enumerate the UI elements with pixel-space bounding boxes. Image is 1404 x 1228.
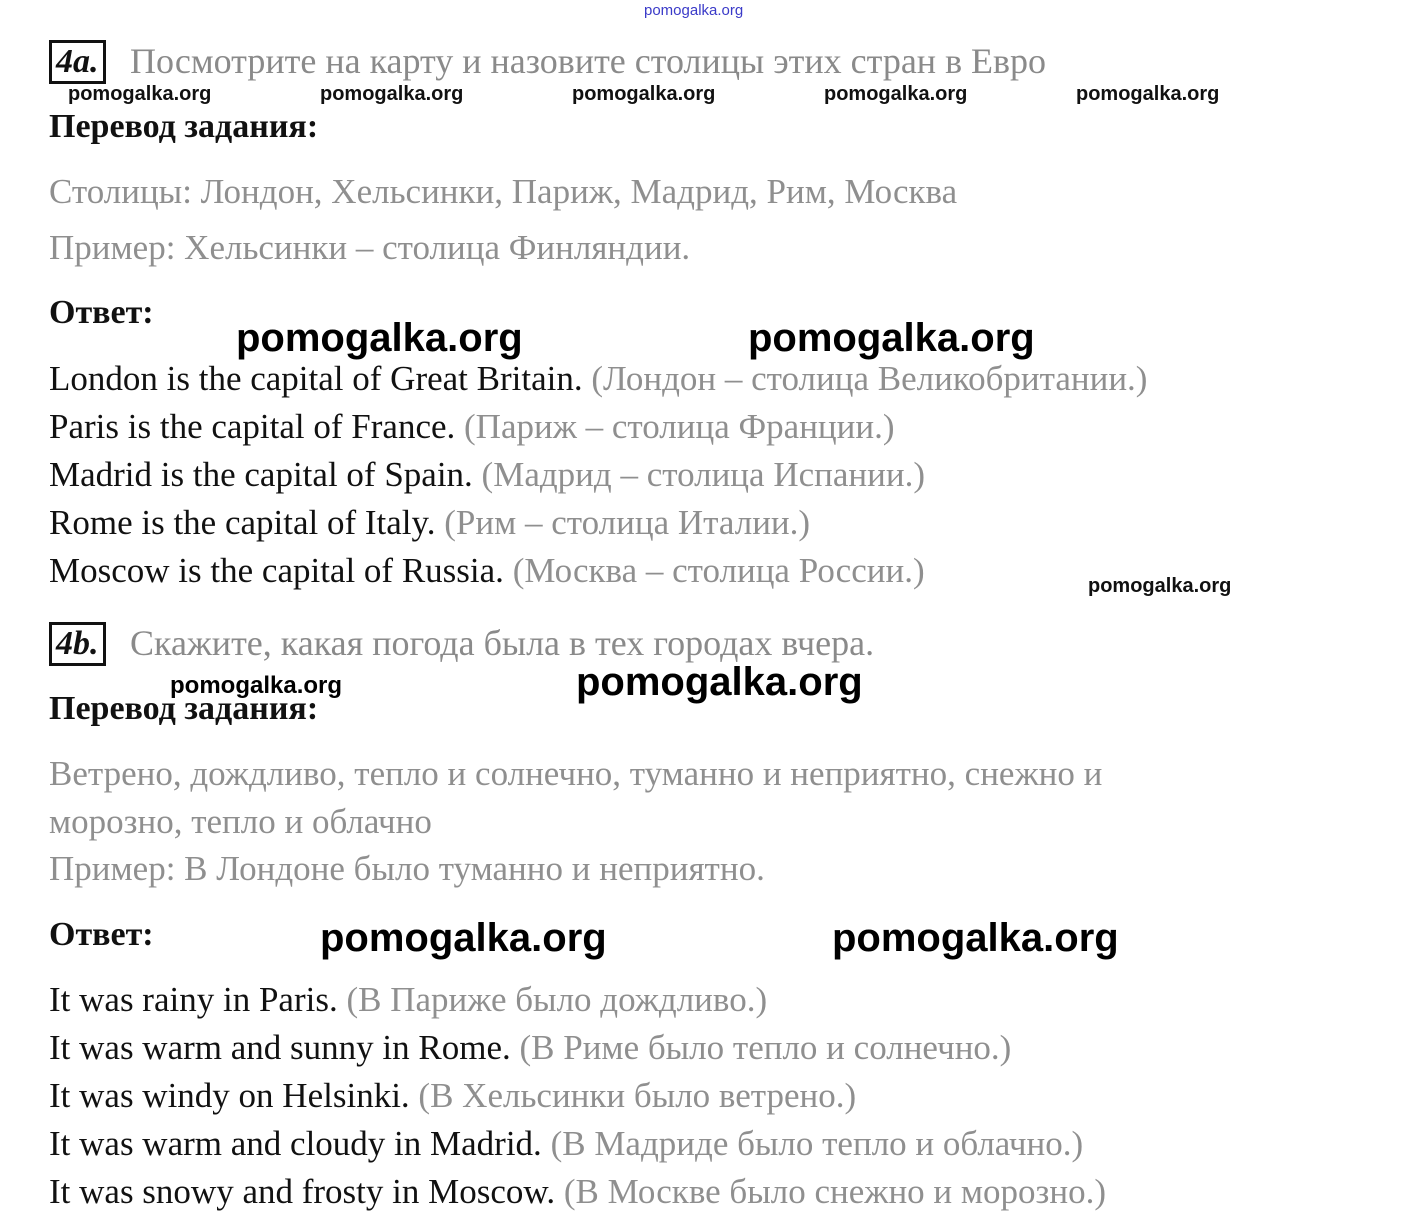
answer-ru: (В Риме было тепло и солнечно.) xyxy=(519,1028,1012,1067)
watermark: pomogalka.org xyxy=(68,83,212,105)
answer-line xyxy=(49,503,810,543)
task-a-translation-heading: Перевод задания: xyxy=(49,108,319,145)
answer-line xyxy=(49,1172,1106,1212)
answer-ru: (Рим – столица Италии.) xyxy=(444,503,811,542)
watermark: pomogalka.org xyxy=(824,83,968,105)
task-a-translation-line: Столицы: Лондон, Хельсинки, Париж, Мадрид, Рим, Москва xyxy=(49,172,958,211)
answer-en: It was rainy in Paris. xyxy=(49,980,338,1019)
answer-ru: (Париж – столица Франции.) xyxy=(464,407,895,446)
answer-line xyxy=(49,1028,1011,1068)
task-b-translation-line: Ветрено, дождливо, тепло и солнечно, туманно и неприятно, снежно и xyxy=(49,754,1103,793)
answer-line xyxy=(49,980,767,1020)
watermark: pomogalka.org xyxy=(1076,83,1220,105)
answer-ru: (Москва – столица России.) xyxy=(512,551,925,590)
answer-ru: (В Хельсинки было ветрено.) xyxy=(418,1076,857,1115)
watermark: pomogalka.org xyxy=(236,316,523,360)
answer-en: Paris is the capital of France. xyxy=(49,407,456,446)
task-a-number: 4a. xyxy=(49,40,106,84)
watermark-top[interactable]: pomogalka.org xyxy=(644,2,744,19)
watermark: pomogalka.org xyxy=(320,83,464,105)
answer-en: It was snowy and frosty in Moscow. xyxy=(49,1172,556,1211)
answer-en: London is the capital of Great Britain. xyxy=(49,359,583,398)
task-b-instruction: Скажите, какая погода была в тех городах вчера. xyxy=(130,623,875,663)
watermark: pomogalka.org xyxy=(320,916,607,960)
answer-en: It was warm and cloudy in Madrid. xyxy=(49,1124,542,1163)
watermark: pomogalka.org xyxy=(572,83,716,105)
answer-line xyxy=(49,455,925,495)
answer-en: Rome is the capital of Italy. xyxy=(49,503,436,542)
answer-line xyxy=(49,1076,856,1116)
answer-en: It was windy on Helsinki. xyxy=(49,1076,410,1115)
answer-en: Moscow is the capital of Russia. xyxy=(49,551,504,590)
watermark: pomogalka.org xyxy=(576,660,863,704)
task-a-instruction: Посмотрите на карту и назовите столицы этих стран в Евро xyxy=(130,41,1047,81)
watermark: pomogalka.org xyxy=(170,672,343,699)
task-b-number: 4b. xyxy=(49,622,106,666)
answer-ru: (В Мадриде было тепло и облачно.) xyxy=(550,1124,1084,1163)
watermark: pomogalka.org xyxy=(748,316,1035,360)
answer-line xyxy=(49,551,925,591)
watermark: pomogalka.org xyxy=(832,916,1119,960)
answer-ru: (Мадрид – столица Испании.) xyxy=(481,455,925,494)
answer-line xyxy=(49,359,1147,399)
task-b-translation-line: морозно, тепло и облачно xyxy=(49,802,432,841)
answer-ru: (В Москве было снежно и морозно.) xyxy=(563,1172,1107,1211)
watermark: pomogalka.org xyxy=(1088,575,1232,597)
answer-line xyxy=(49,1124,1083,1164)
answer-ru: (Лондон – столица Великобритании.) xyxy=(591,359,1148,398)
answer-line xyxy=(49,407,895,447)
task-b-answer-heading: Ответ: xyxy=(49,916,154,953)
answer-en: It was warm and sunny in Rome. xyxy=(49,1028,511,1067)
task-a-translation-line: Пример: Хельсинки – столица Финляндии. xyxy=(49,228,691,267)
task-b-translation-heading: Перевод задания: xyxy=(49,690,319,727)
answer-ru: (В Париже было дождливо.) xyxy=(346,980,768,1019)
task-a-answer-heading: Ответ: xyxy=(49,294,154,331)
answer-en: Madrid is the capital of Spain. xyxy=(49,455,473,494)
task-b-translation-line: Пример: В Лондоне было туманно и неприятно. xyxy=(49,849,765,888)
